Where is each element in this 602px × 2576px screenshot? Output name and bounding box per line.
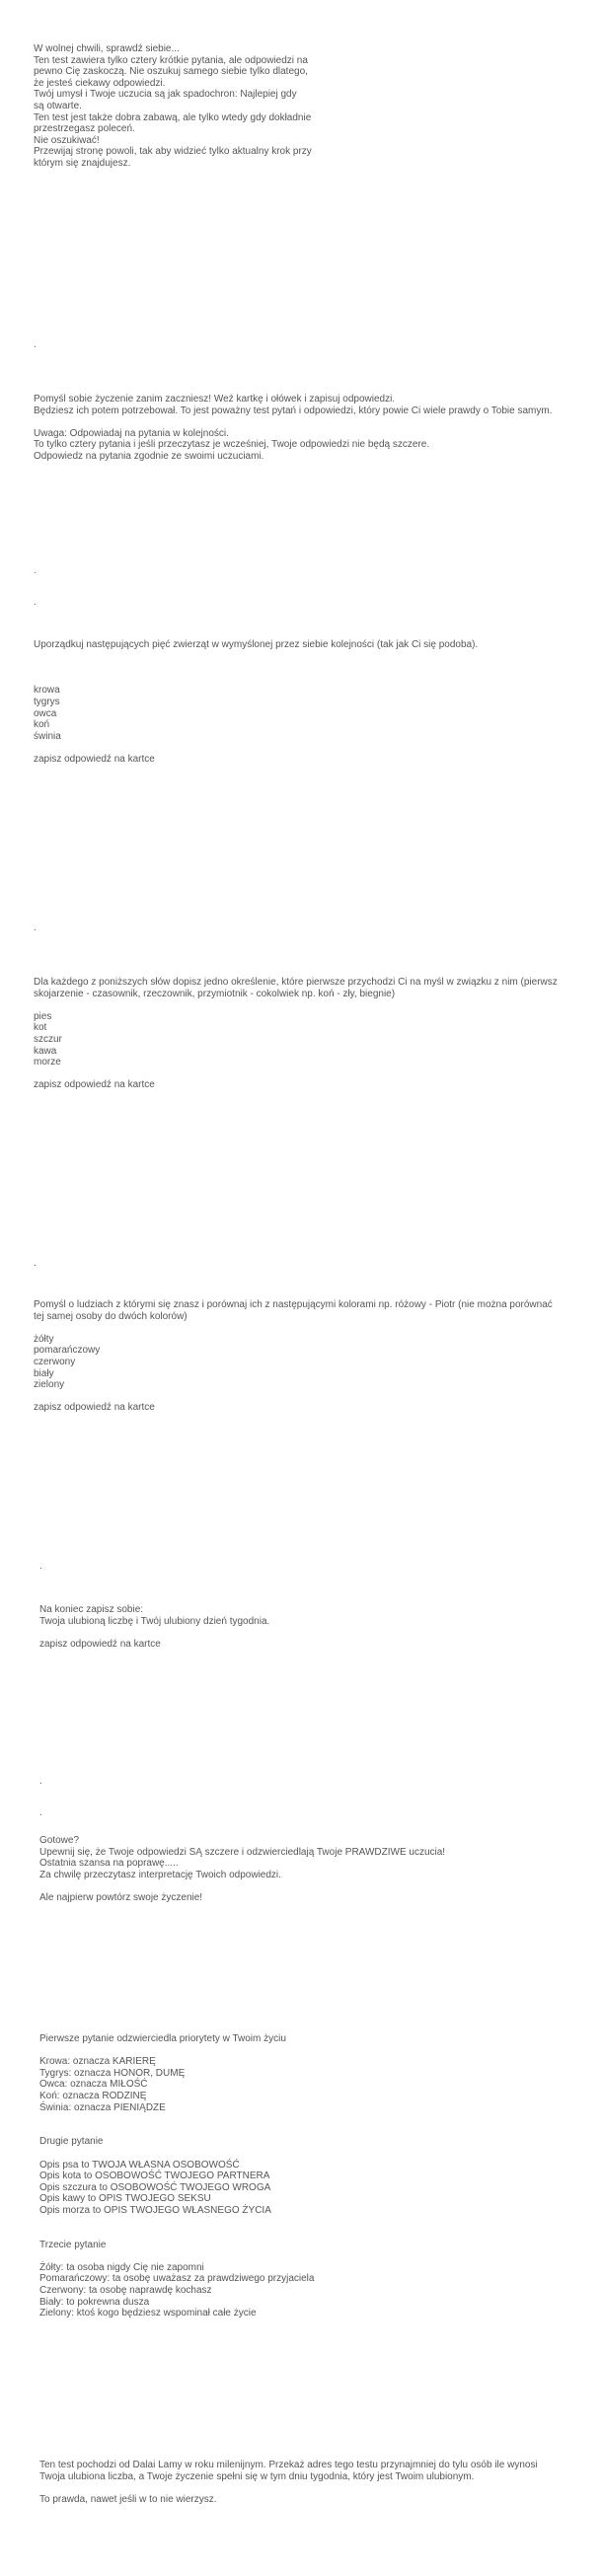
question-2 (34, 977, 558, 1091)
text-line (34, 999, 558, 1011)
question-4 (39, 1604, 269, 1650)
text-line: . (34, 1258, 37, 1269)
text-line: W wolnej chwili, sprawdź siebie... (34, 43, 180, 54)
text-line (39, 2113, 314, 2125)
text-line: Twój umysł i Twoje uczucia są jak spadochron: Najlepiej gdy (34, 89, 297, 101)
text-line: Opis szczura to OSOBOWOŚĆ TWOJEGO WROGA (39, 2181, 271, 2193)
dot-6 (39, 1561, 42, 1573)
text-line: Krowa: oznacza KARIERĘ (39, 2056, 156, 2068)
dot-2 (34, 565, 37, 577)
question-1 (34, 639, 478, 766)
text-line (34, 674, 478, 686)
ready (39, 1835, 445, 1904)
text-line: biały (34, 1367, 54, 1379)
text-line: Gotowe? (39, 1835, 80, 1846)
text-line: Ten test jest także dobra zabawą, ale tylko wtedy gdy dokładnie (34, 111, 312, 123)
text-line: którym się znajdujesz. (34, 157, 131, 169)
text-line: Świnia: oznacza PIENIĄDZE (39, 2101, 166, 2113)
text-line: Przewijaj stronę powoli, tak aby widzieć tylko aktualny krok przy (34, 146, 312, 158)
text-line: . (34, 565, 37, 576)
text-line: Uwaga: Odpowiadaj na pytania w kolejności. (34, 427, 229, 439)
text-line (34, 416, 552, 428)
text-line: Nie oszukiwać! (34, 134, 100, 146)
text-line (34, 651, 478, 663)
text-line (34, 662, 478, 674)
text-line: Odpowiedz na pytania zgodnie ze swoimi uczuciami. (34, 450, 264, 462)
text-line: Owca: oznacza MIŁOŚĆ (39, 2079, 148, 2091)
text-line: Opis kota to OSOBOWOŚĆ TWOJEGO PARTNERA (39, 2171, 270, 2182)
text-line: Zielony: ktoś kogo będziesz wspominał całe życie (39, 2308, 257, 2319)
text-line (39, 2228, 314, 2240)
text-line: skojarzenie - czasownik, rzeczownik, przymiotnik - cokolwiek np. koń - zły, biegnie) (34, 988, 396, 999)
text-line: Za chwilę przeczytasz interpretację Twoich odpowiedzi. (39, 1869, 281, 1880)
text-line: pies (34, 1010, 52, 1022)
dot-8 (39, 1807, 42, 1819)
text-line: kot (34, 1022, 47, 1034)
text-line: zielony (34, 1379, 65, 1391)
text-line: Upewnij się, że Twoje odpowiedzi SĄ szczere i odzwierciedlają Twoje PRAWDZIWE uczucia! (39, 1846, 446, 1858)
text-line: pomarańczowy (34, 1345, 101, 1357)
text-line (39, 2250, 314, 2262)
text-line: owca (34, 707, 57, 719)
text-line (39, 2217, 314, 2229)
text-line: Dla każdego z poniższych słów dopisz jedno określenie, które pierwsze przychodzi Ci na myśl w związku z nim (pierwsz (34, 977, 558, 988)
question-3 (34, 1299, 553, 1414)
text-line: Pomyśl o ludziach z którymi się znasz i porównaj ich z następującymi kolorami np. różowy - Piotr (nie można porównać (34, 1299, 553, 1310)
text-line (34, 742, 478, 754)
text-line: Na koniec zapisz sobie: (39, 1604, 144, 1615)
text-line: Koń: oznacza RODZINĘ (39, 2090, 147, 2101)
dot-5 (34, 1258, 37, 1270)
dot-3 (34, 597, 37, 609)
text-line (34, 1322, 553, 1334)
text-line: koń (34, 719, 50, 731)
text-line: . (39, 1776, 42, 1787)
text-line: To tylko cztery pytania i jeśli przeczytasz je wcześniej, Twoje odpowiedzi nie będą szczere. (34, 439, 430, 451)
text-line: świnia (34, 730, 61, 742)
text-line: Opis psa to TWOJA WŁASNA OSOBOWOŚĆ (39, 2159, 240, 2171)
text-line: że jesteś ciekawy odpowiedzi. (34, 77, 166, 89)
text-line: . (39, 1807, 42, 1818)
text-line: kawa (34, 1045, 57, 1057)
text-line: Twoja ulubiona liczba, a Twoje życzenie spełni się w tym dniu tygodnia, który jest Twoim ulubionym. (39, 2470, 475, 2482)
text-line: krowa (34, 685, 60, 697)
text-line: Ostatnia szansa na poprawę..... (39, 1858, 179, 1870)
text-line: Uporządkuj następujących pięć zwierząt w wymyślonej przez siebie kolejności (tak jak Ci się podoba). (34, 639, 479, 650)
text-line: czerwony (34, 1356, 76, 1367)
intro (34, 43, 312, 170)
text-line (39, 1627, 269, 1639)
text-line: . (34, 597, 37, 608)
ending (39, 2460, 538, 2505)
text-line: zapisz odpowiedź na kartce (39, 1638, 161, 1650)
text-line: żółty (34, 1333, 54, 1345)
text-line: tej samej osoby do dwóch kolorów) (34, 1310, 188, 1322)
text-line: tygrys (34, 696, 60, 707)
text-line: Twoja ulubioną liczbę i Twój ulubiony dzień tygodnia. (39, 1615, 270, 1627)
instructions (34, 394, 552, 463)
text-line: Pierwsze pytanie odzwierciedla priorytety w Twoim życiu (39, 2033, 286, 2044)
dot-1 (34, 339, 37, 351)
text-line: zapisz odpowiedź na kartce (34, 753, 155, 765)
text-line: Drugie pytanie (39, 2136, 104, 2148)
text-line: szczur (34, 1033, 62, 1045)
text-line (34, 1068, 558, 1080)
text-line: Opis morza to OPIS TWOJEGO WŁASNEGO ŻYCIA (39, 2204, 271, 2216)
text-line: Pomarańczowy: ta osobę uważasz za prawdziwego przyjaciela (39, 2273, 315, 2285)
text-line: zapisz odpowiedź na kartce (34, 1079, 155, 1091)
text-line: morze (34, 1057, 61, 1068)
text-line: Opis kawy to OPIS TWOJEGO SEKSU (39, 2193, 211, 2205)
text-line: przestrzegasz poleceń. (34, 123, 135, 135)
text-line: Żółty: ta osoba nigdy Cię nie zapomni (39, 2261, 204, 2273)
text-line: . (34, 922, 37, 933)
text-line: . (34, 339, 37, 350)
answers (39, 2033, 314, 2319)
text-line (39, 2482, 538, 2494)
text-line: Tygrys: oznacza HONOR, DUMĘ (39, 2067, 186, 2079)
text-line: Ten test zawiera tylko cztery krótkie pytania, ale odpowiedzi na (34, 54, 308, 66)
text-line: Pomyśl sobie życzenie zanim zaczniesz! Weź kartkę i ołówek i zapisuj odpowiedzi. (34, 394, 396, 405)
text-line: zapisz odpowiedź na kartce (34, 1402, 155, 1414)
text-line (39, 2148, 314, 2160)
text-line (34, 1391, 553, 1403)
text-line: pewno Cię zaskoczą. Nie oszukuj samego siebie tylko dlatego, (34, 66, 308, 78)
text-line: . (39, 1561, 42, 1572)
text-line: Trzecie pytanie (39, 2239, 107, 2250)
text-line: Czerwony: ta osobę naprawdę kochasz (39, 2285, 212, 2297)
dot-7 (39, 1776, 42, 1788)
text-line: Ale najpierw powtórz swoje życzenie! (39, 1891, 203, 1903)
dot-4 (34, 922, 37, 934)
text-line (39, 1880, 445, 1892)
text-line: Ten test pochodzi od Dalai Lamy w roku milenijnym. Przekaż adres tego testu przynajmniej do tylu osób ile wynosi (39, 2460, 538, 2470)
text-line: Biały: to pokrewna dusza (39, 2296, 150, 2308)
text-line: Będziesz ich potem potrzebował. To jest poważny test pytań i odpowiedzi, który powie Ci wiele prawdy o Tobie samym. (34, 405, 553, 416)
text-line: są otwarte. (34, 100, 82, 111)
text-line: To prawda, nawet jeśli w to nie wierzysz. (39, 2493, 217, 2505)
text-line (39, 2125, 314, 2137)
text-line (39, 2045, 314, 2057)
